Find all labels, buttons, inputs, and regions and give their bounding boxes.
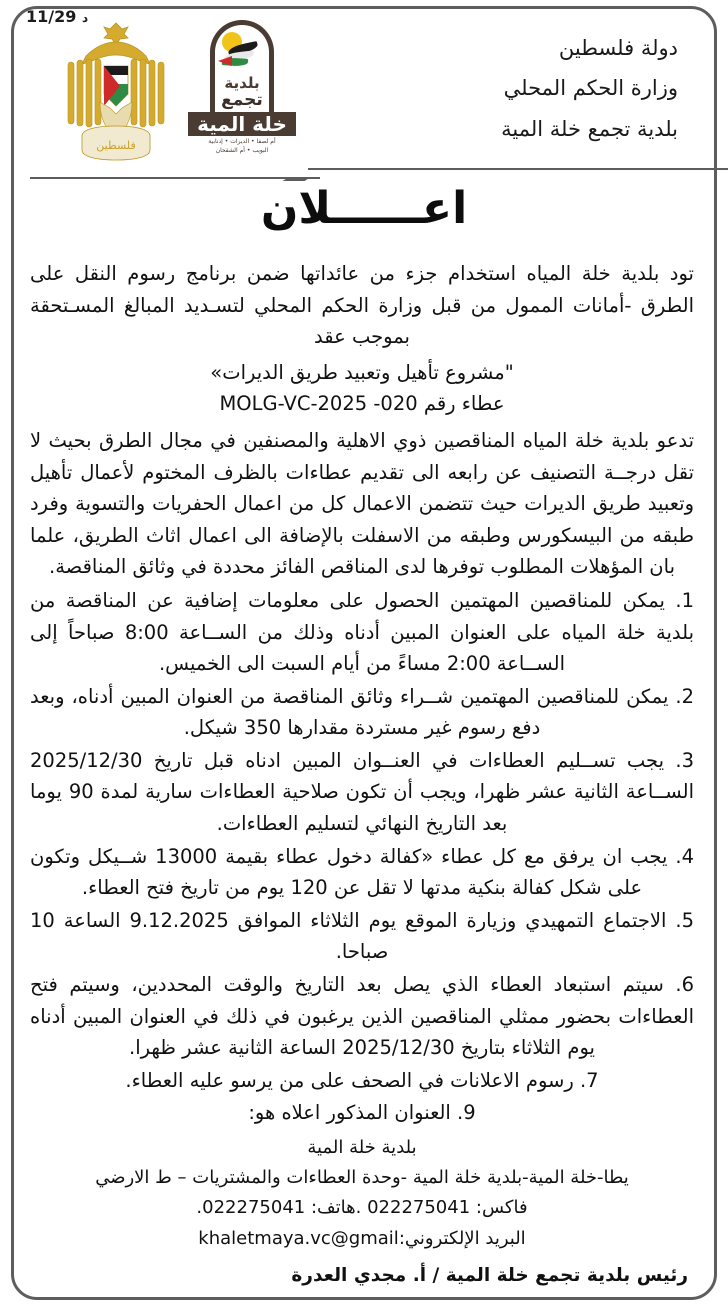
municipality-logo-word1: بلدية — [224, 74, 260, 92]
municipality-logo-subtitle-line2: البويب • أم الشقحان — [215, 146, 269, 154]
palestinian-eagle-emblem-icon — [60, 18, 172, 170]
municipality-logo-subtitle-line1: أم لصفا • الديرات • إدنابية — [208, 138, 276, 145]
list-item: 3. يجب تســليم العطاءات في العنــوان المبين ادناه قبل تاريخ 2025/12/30 الســاعة الثانية عشر ظهرا، ويجب أن تكون صلاحية العطاءات سارية لمدة 90 يوما بعد التاريخ النهائي لتسليم العطاءات. — [30, 748, 694, 836]
logo-group — [60, 18, 296, 170]
page-marker-letter: د — [81, 11, 89, 25]
municipality-logo-word2: تجمع — [221, 90, 263, 110]
header-authority-text — [501, 28, 678, 149]
document-body — [30, 258, 694, 1254]
address-email-value: khaletmaya.vc@gmail — [198, 1227, 399, 1249]
address-block — [30, 1133, 694, 1254]
header-line-state: دولة فلسطين — [558, 36, 678, 60]
list-item: 2. يمكن للمناقصين المهتمين شــراء وثائق المناقصة من العنوان المبين أدناه، وبعد دفع رسوم غير مستردة مقدارها 350 شيكل. — [30, 684, 694, 740]
svg-text:فلسطين: فلسطين — [96, 139, 136, 152]
municipality-logo-subtitle — [188, 138, 296, 155]
list-item: 7. رسوم الاعلانات في الصحف على من يرسو عليه العطاء. — [125, 1068, 599, 1092]
address-full: يطا-خلة المية-بلدية خلة المية -وحدة العطاءات والمشتريات – ط الارضي — [95, 1167, 629, 1189]
conditions-list — [30, 585, 694, 1129]
intro-paragraph: تود بلدية خلة المياه استخدام جزء من عائداتها ضمن برنامج رسوم النقل على الطرق -أمانات الممول من قبل وزارة الحكم المحلي لتسـديد المبالغ المسـتحقة بموجب عقد — [30, 262, 694, 349]
document-header — [0, 10, 728, 175]
address-municipality-name: بلدية خلة المية — [307, 1136, 417, 1158]
list-item: 4. يجب ان يرفق مع كل عطاء «كفالة دخول عطاء بقيمة 13000 شــيكل وتكون على شكل كفالة بنكية مدتها لا تقل عن 120 يوم من تاريخ فتح العطاء. — [30, 844, 694, 900]
header-line-municipality: بلدية تجمع خلة المية — [501, 116, 678, 141]
list-item: 6. سيتم استبعاد العطاء الذي يصل بعد التاريخ والوقت المحددين، وسيتم فتح العطاءات بحضور ممثلي المناقصين الذين يرغبون في ذلك في العنوان المبين أدناه يوم الثلاثاء بتاريخ 2025/12/30 الساعة الثانية عشر ظهرا. — [30, 972, 694, 1060]
address-email-line: البريد الإلكتروني:khaletmaya.vc@gmail — [198, 1227, 526, 1249]
page-marker-number: 11/29 — [26, 7, 77, 26]
municipality-logo — [188, 18, 296, 168]
address-email-label: البريد الإلكتروني — [404, 1227, 526, 1249]
page-title: اعــــــلان — [260, 183, 468, 234]
signature-line: رئيس بلدية تجمع خلة المية / أ. مجدي العدرة — [291, 1265, 688, 1286]
municipality-logo-word3: خلة المية — [188, 112, 296, 136]
address-phone-fax: فاكس: 022275041 .هاتف: 022275041. — [196, 1197, 528, 1219]
bird-flag-icon — [218, 42, 262, 72]
project-name: "مشروع تأهيل وتعبيد طريق الديرات» — [210, 360, 514, 384]
invitation-paragraph: تدعو بلدية خلة المياه المناقصين ذوي الاهلية والمصنفين في مجال الطرق بحيث لا تقل درجــة التصنيف عن رابعه الى تقديم عطاءات بالظرف المختوم لأعمال تأهيل وتعبيد طريق الديرات حيث تتضمن الاعمال كل من اعمال الحفريات والتسوية وفرد طبقه من البيسكورس وطبقه من الاسفلت بالإضافة الى اعمال اثاث الطريق، علما بان المؤهلات المطلوب توفرها لدى المناقص الفائز محددة في وثائق المناقصة. — [30, 429, 694, 579]
header-divider — [0, 168, 728, 184]
list-item: 9. العنوان المذكور اعلاه هو: — [248, 1101, 476, 1125]
header-line-ministry: وزارة الحكم المحلي — [503, 76, 678, 101]
tender-number: عطاء رقم 020- MOLG-VC-2025 — [219, 391, 505, 415]
list-item: 5. الاجتماع التمهيدي وزيارة الموقع يوم الثلاثاء الموافق 9.12.2025 الساعة 10 صباحا. — [30, 908, 694, 964]
list-item: 1. يمكن للمناقصين المهتمين الحصول على معلومات إضافية عن المناقصة من بلدية خلة المياه على العنوان المبين أدناه وذلك من الســاعة 8:00 صباحاً إلى الســاعة 2:00 مساءً من أيام السبت الى الخميس. — [30, 589, 695, 676]
